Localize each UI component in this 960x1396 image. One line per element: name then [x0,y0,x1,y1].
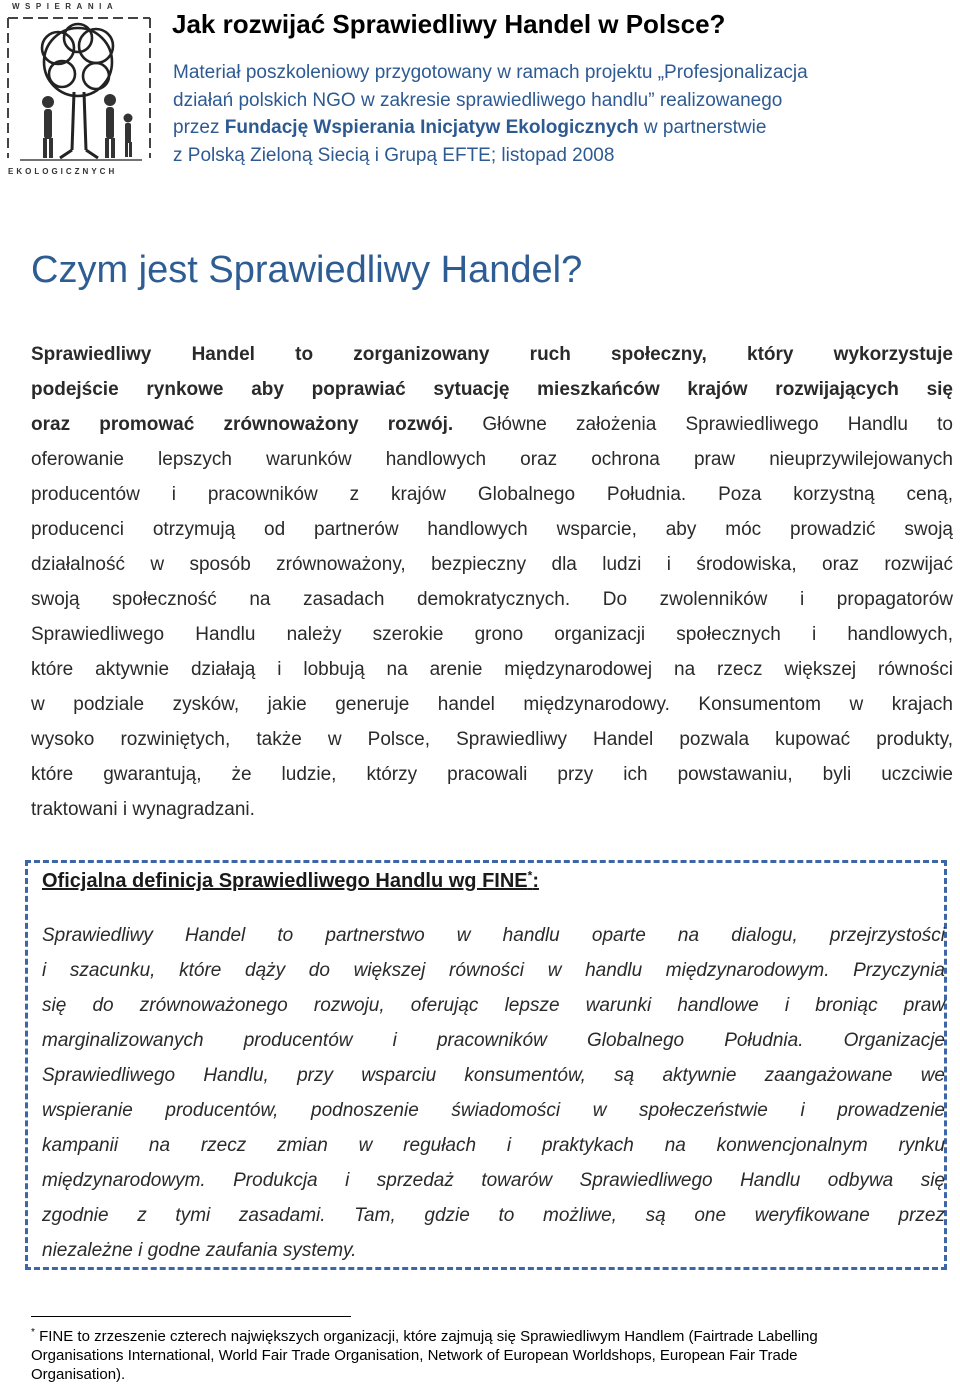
paragraph-line: producenci otrzymują od partnerów handlowych wsparcie, aby móc prowadzić swoją [31,519,953,540]
bold-text: oraz promować zrównoważony rozwój. [31,414,454,435]
paragraph-line: Sprawiedliwego Handlu należy szerokie grono organizacji społecznych i handlowych, [31,624,953,645]
definition-line: się do zrównoważonego rozwoju, oferując lepsze warunki handlowe i broniąc praw [42,995,945,1016]
paragraph-line: które gwarantują, że ludzie, którzy pracowali przy ich powstawaniu, byli uczciwie [31,764,953,785]
definition-title-text: Oficjalna definicja Sprawiedliwego Handlu wg FINE [42,870,528,892]
paragraph-line: działalność w sposób zrównoważony, bezpieczny dla ludzi i środowiska, oraz rozwijać [31,554,953,575]
definition-line: i szacunku, które dąży do większej równości w handlu międzynarodowym. Przyczynia [42,960,945,981]
definition-line: Sprawiedliwego Handlu, przy wsparciu konsumentów, są aktywnie zaangażowane we [42,1065,945,1086]
footnote-marker: * [31,1327,35,1338]
footnote-marker: * [527,868,533,883]
intro-line [173,114,960,142]
footnote [31,1327,960,1384]
footnote-divider [31,1316,351,1317]
paragraph-line: oferowanie lepszych warunków handlowych oraz ochrona praw nieuprzywilejowanych [31,449,953,470]
paragraph-line: wysoko rozwiniętych, także w Polsce, Sprawiedliwy Handel pozwala kupować produkty, [31,729,953,750]
definition-line: Sprawiedliwy Handel to partnerstwo w handlu oparte na dialogu, przejrzystości [42,925,945,946]
definition-line: zgodnie z tymi zasadami. Tam, gdzie to możliwe, są one weryfikowane przez [42,1205,945,1226]
definition-line: międzynarodowym. Produkcja i sprzedaż towarów Sprawiedliwego Handlu odbywa się [42,1170,945,1191]
footnote-text: FINE to zrzeszenie czterech największych organizacji, które zajmują się Sprawiedliwym Handlem (Fairtrade Labelling [34,1328,818,1345]
paragraph-line: w podziale zysków, jakie generuje handel międzynarodowy. Konsumentom w krajach [31,694,953,715]
logo-bottom-text: EKOLOGICZNYCH [8,167,118,176]
definition-line: wspieranie producentów, podnoszenie świadomości w społeczeństwie i prowadzenie [42,1100,945,1121]
definition-line: marginalizowanych producentów i pracowników Globalnego Południa. Organizacje [42,1030,945,1051]
intro-line: Materiał poszkoleniowy przygotowany w ramach projektu „Profesjonalizacja [173,62,808,83]
paragraph-line: które aktywnie działają i lobbują na arenie międzynarodowej na rzecz większej równości [31,659,953,680]
definition-title-suffix: : [532,870,539,892]
intro-line: działań polskich NGO w zakresie sprawiedliwego handlu” realizowanego [173,89,783,111]
intro-line: z Polską Zieloną Siecią i Grupą EFTE; listopad 2008 [173,144,615,166]
definition-line: niezależne i godne zaufania systemy. [42,1240,357,1261]
document-title: Jak rozwijać Sprawiedliwy Handel w Polsce? [172,9,726,39]
section-heading: Czym jest Sprawiedliwy Handel? [31,249,583,291]
definition-text [42,918,945,1268]
text: Główne założenia Sprawiedliwego Handlu to [453,414,953,435]
foundation-name: Fundację Wspierania Inicjatyw Ekologicznych [224,117,639,138]
paragraph-line [31,407,953,442]
foundation-logo [0,0,160,178]
paragraph-line: Sprawiedliwy Handel to zorganizowany ruch społeczny, który wykorzystuje [31,344,953,365]
paragraph-line: swoją społeczność na zasadach demokratycznych. Do zwolenników i propagatorów [31,589,953,610]
tree-with-people-icon [0,0,160,178]
main-paragraph [31,337,953,827]
intro-text: przez [173,117,225,138]
footnote-line [31,1327,960,1346]
definition-title [42,866,539,896]
logo-top-text: WSPIERANIA [12,2,119,11]
paragraph-line: producentów i pracowników z krajów Globalnego Południa. Poza korzystną ceną, [31,484,953,505]
footnote-line: Organisations International, World Fair Trade Organisation, Network of European Worldshops, European Fair Trade [31,1347,798,1364]
definition-line: kampanii na rzecz zmian w regułach i praktykach na konwencjonalnym rynku [42,1135,945,1156]
intro-paragraph [173,59,960,169]
paragraph-line: podejście rynkowe aby poprawiać sytuację mieszkańców krajów rozwijających się [31,379,953,400]
footnote-line: Organisation). [31,1366,126,1383]
intro-text: w partnerstwie [638,117,767,138]
paragraph-line: traktowani i wynagradzani. [31,799,255,820]
